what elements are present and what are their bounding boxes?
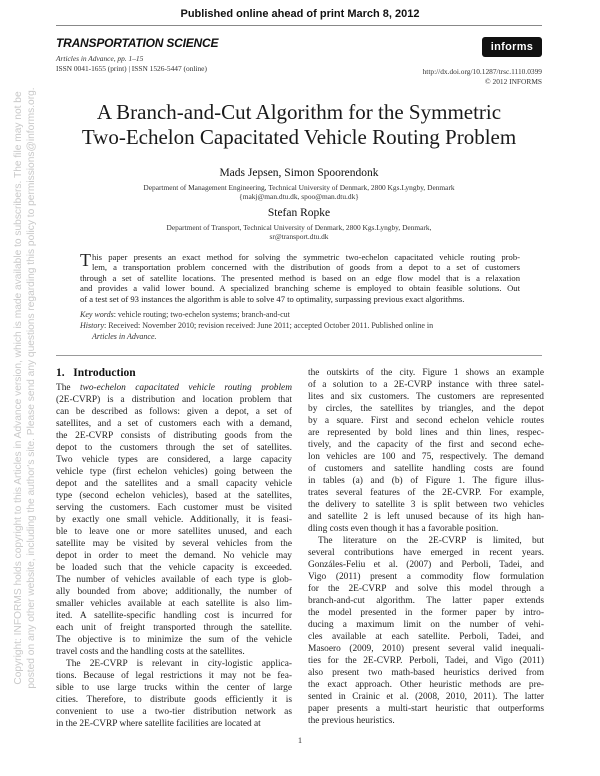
body-text-line: Gonzáles-Feliu et al. (2007) and Perboli, Tadei, and [308,560,544,570]
copyright-notice: © 2012 INFORMS [485,77,542,86]
body-text-line: sible to use large trucks within the center of large [56,683,292,693]
body-text-line: the delivery to satellite 3 is split between two vehicles [308,500,544,510]
affiliation-1: Department of Management Engineering, Technical University of Denmark, 2800 Kgs.Lyngby, Denmark [143,183,455,192]
body-text-line: sented in Crainic et al. (2008, 2010, 2011). The latter [308,692,544,702]
affiliation-2-email: sr@transport.dtu.dk [269,232,329,241]
column-right [308,367,544,727]
body-text-line: Masoero (2009, 2010) present several valid inequali- [308,644,544,654]
body-text-line: satellites, and a set of customers each with a demand, [56,419,292,429]
body-text-line: several contributions have emerged in recent years. [308,548,544,558]
body-text-line: branch-and-cut algorithm. The latter paper extends [308,596,544,606]
body-text-line: paper presents a multi-start heuristic that outperforms [308,704,544,714]
keywords-text: : vehicle routing; two-echelon systems; branch-and-cut [113,310,290,319]
author-names-1: Mads Jepsen, Simon Spoorendonk [219,167,379,179]
body-text-line: the 2E-CVRP consists of distributing goods from the [56,431,292,441]
body-text-line: satellite may be visited by several vehicles from the [56,539,292,549]
title-line-2: Two-Echelon Capacitated Vehicle Routing Problem [81,125,517,149]
body-text-line: ited. A satellite-specific handling cost is incurred for [56,611,292,621]
body-text-line: travel costs and the handling costs at the satellites. [56,647,245,657]
body-text-line: tively, and the capacity of the first and second eche- [308,440,544,450]
title-line-1: A Branch-and-Cut Algorithm for the Symmetric [96,100,502,124]
history-text: : Received: November 2010; revision received: June 2011; accepted October 2011. Published online in [104,321,434,330]
published-banner: Published online ahead of print March 8, 2012 [180,8,420,20]
section-title: Introduction [73,367,136,379]
body-text-line: are represented by bold lines and thin lines, respec- [308,428,544,438]
body-text-line: vehicle type (first echelon vehicles) going between the [56,467,292,477]
body-text-line: of a solution to a 2E-CVRP instance with three satel- [308,380,544,390]
history-line-2: Articles in Advance. [92,332,157,341]
body-text-line: depot in order to meet the demand. No vehicle may [56,551,292,561]
body-text-line: ally bounded from above; additionally, the number of [56,587,292,597]
keywords-label: Key words [80,310,114,319]
copyright-line-2: posted on any other website, including the author's site. Please send any questions regarding this policy to permissions@informs.org. [26,87,37,689]
abstract-line: lem, a transportation problem concerned with the distribution of goods from a depot to a set of customers [92,262,520,273]
journal-name: TRANSPORTATION SCIENCE [56,36,219,50]
history-label: History [80,321,104,330]
body-text-line: also present two math-based heuristics derived from [308,668,544,678]
body-text-line: cities. Therefore, to distribute goods efficiently it is [56,695,292,705]
abstract-line: and provides a valid lower bound. A specialized branching scheme is employed to obtain feasible solutions. Out [80,283,520,294]
body-text-line: ducing a maximum limit on the number of vehi- [308,620,544,630]
body-text-line: Vigo (2011) present a commodity flow formulation [308,572,544,582]
body-text-line: ties for the 2E-CVRP. Perboli, Tadei, and Vigo (2011) [308,656,544,666]
body-text-line: by circles, the satellites by triangles, and the depot [308,404,544,414]
body-text-line: dling costs even though it has a favorable position. [308,524,499,534]
copyright-sidebar [0,0,50,776]
body-text-line: The literature on the 2E-CVRP is limited, but [318,536,544,546]
author-names-2: Stefan Ropke [267,207,331,219]
abstract-dropcap: T [80,250,91,270]
keywords [80,310,290,319]
body-text-line: convenient to use a two-tier distribution network as [56,707,292,717]
body-text-line: by exactly one small vehicle. Additionally, it is feasi- [56,515,292,525]
body-text-line: for the 2E-CVRP and solve this model through a [308,584,544,594]
body-text-line: tions. Because of legal restrictions it may not be fea- [56,671,292,681]
body-text-line: trates several features of the 2E-CVRP. For example, [308,488,544,498]
body-text-line: in tables (a) and (b) of Figure 1. The figure illus- [308,476,544,486]
body-text-line: cles available at each satellite. Perboli, Tadei, and [308,632,544,642]
abstract-line: through a set of satellite locations. The presented method is based on an edge flow model that is a relaxation [80,272,520,283]
column-left [56,382,292,730]
body-text-line: The objective is to minimize the sum of the vehicle [56,635,292,645]
body-text-line: type (second echelon vehicles), based at the satellites, [56,491,292,501]
body-text-line: The number of vehicles available of each type is glob- [56,575,292,585]
informs-logo: informs [482,37,542,57]
affiliation-2: Department of Transport, Technical University of Denmark, 2800 Kgs.Lyngby, Denmark, [166,223,432,232]
history [80,321,433,330]
issn-line: ISSN 0041-1655 (print) | ISSN 1526-5447 (online) [56,64,207,73]
body-text-line: in the 2E-CVRP where satellite facilities are located at [56,719,261,729]
banner-divider [56,25,542,26]
body-text-line: depot and the satellites and a small capacity vehicle [56,479,292,489]
section-number: 1. [56,367,65,379]
body-text-line: (2E-CVRP) is a distribution and location problem that [56,395,292,405]
body-text-line: the model presented in the former paper by intro- [308,608,544,618]
body-text-line: Two vehicle types are considered, a large capacity [56,455,292,465]
abstract-line: his paper presents an exact method for solving the symmetric two-echelon capacitated vehicle routing prob- [92,252,520,262]
body-text-line: lon vehicles are 100 and 75, respectively. The demand [308,452,544,462]
body-text-line: by a square. First and second echelon vehicle routes [308,416,544,426]
body-text-line: and satellite 2 is left unused because of its high han- [308,512,544,522]
section-divider [56,355,542,356]
body-text-line: lites and six customers. The customers are represented [308,392,544,402]
body-text-line: The two-echelon capacitated vehicle routing problem [56,383,292,393]
affiliation-1-emails: {makj@man.dtu.dk, spoo@man.dtu.dk} [239,192,359,201]
abstract-line: of a test set of 93 instances the algorithm is able to solve 47 to optimality, surpassing previous exact algorithms. [80,293,465,304]
body-text-line: The 2E-CVRP is relevant in city-logistic applica- [66,659,292,669]
paper-title [56,100,542,150]
body-text-line: of customers and satellite handling costs are found [308,464,544,474]
body-text-line: ble to leave one or more satellites unused, and each [56,527,292,537]
doi-link[interactable]: http://dx.doi.org/10.1287/trsc.1110.0399 [422,67,542,76]
articles-in-advance-line: Articles in Advance, pp. 1–15 [56,54,144,63]
section-heading [56,367,136,379]
body-text-line: smaller vehicles available at each satellite is also lim- [56,599,292,609]
body-text-line: each unit of freight transported through the satellite. [56,623,292,633]
body-text-line: be loaded such that the vehicle capacity is exceeded. [56,563,292,573]
body-text-line: serving the customers. Each customer must be visited [56,503,292,513]
body-text-line: depot to the customers through the set of satellites. [56,443,292,453]
abstract [80,252,520,304]
body-text-line: the previous heuristics. [308,716,395,726]
copyright-line-1: Copyright: INFORMS holds copyright to this Articles in Advance version, which is made available to subscribers. The file may not be [13,91,24,685]
body-text-line: the exact approach. Other heuristic methods are pre- [308,680,544,690]
page-number: 1 [297,735,303,745]
body-text-line: the outskirts of the city. Figure 1 shows an example [308,368,544,378]
body-text-line: can be described as follows: given a depot, a set of [56,407,292,417]
